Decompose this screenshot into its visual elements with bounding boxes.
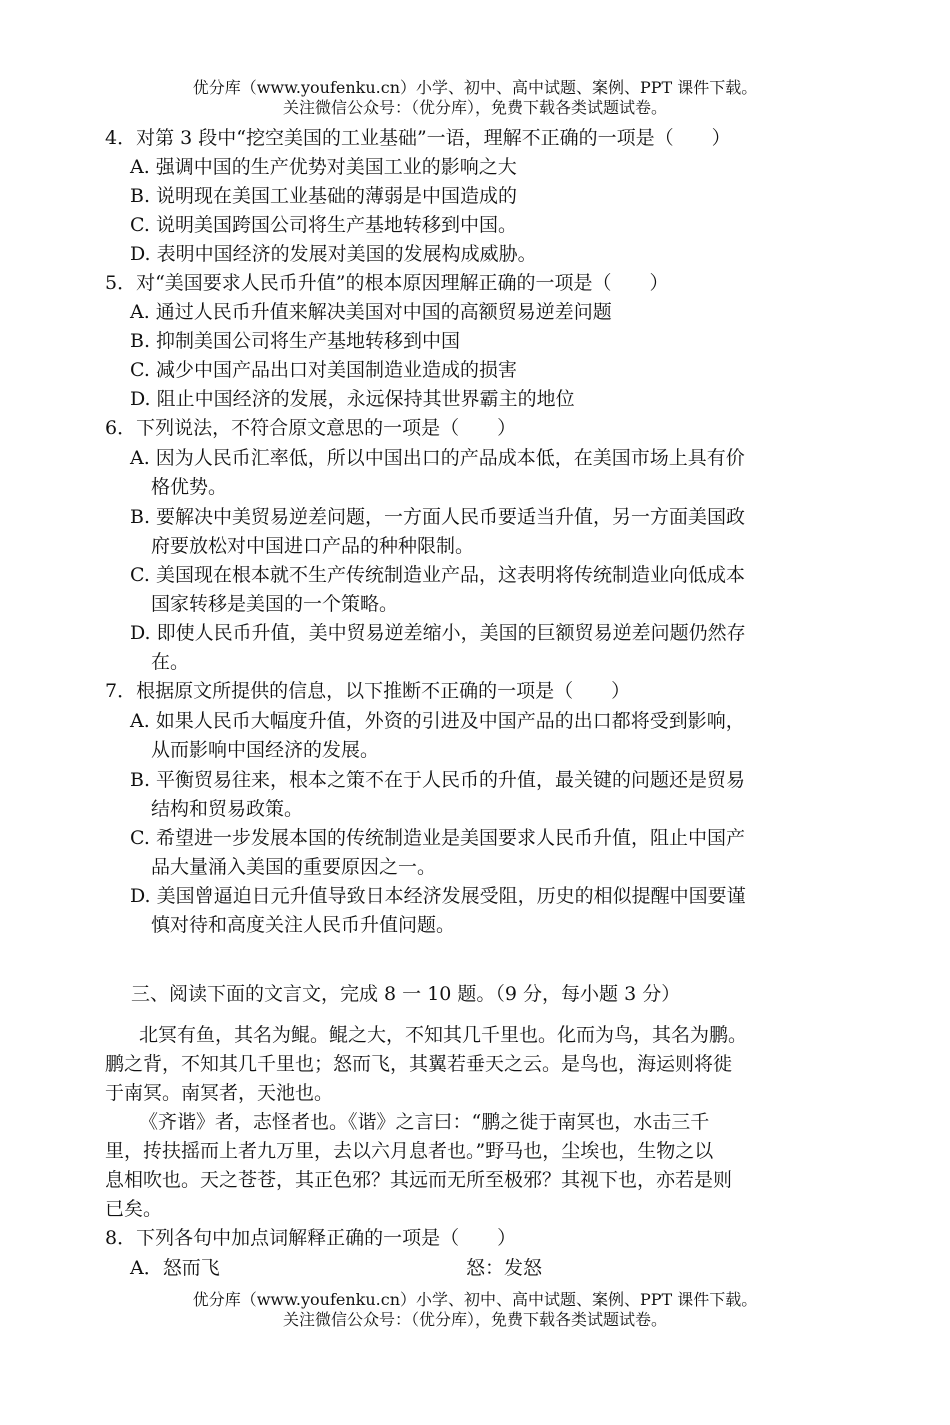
header-line-1: 优分库（www.youfenku.cn）小学、初中、高中试题、案例、PPT 课件下载。 [192, 78, 758, 97]
passage-p2-line-3: 息相吹也。天之苍苍，其正色邪？其远而无所至极邪？其视下也，亦若是则 [105, 1169, 733, 1191]
q4-option-d: D. 表明中国经济的发展对美国的发展构成威胁。 [130, 243, 537, 265]
q5-stem: 5．对“美国要求人民币升值”的根本原因理解正确的一项是（ ） [105, 272, 669, 294]
q8-option-a [130, 1254, 220, 1282]
q6-option-b: B. 要解决中美贸易逆差问题，一方面人民币要适当升值，另一方面美国政 [130, 506, 746, 528]
q7-option-a: A. 如果人民币大幅度升值，外资的引进及中国产品的出口都将受到影响， [130, 710, 745, 732]
q8-stem: 8．下列各句中加点词解释正确的一项是（ ） [105, 1227, 517, 1249]
passage-p2-line-1: 《齐谐》者，志怪者也。《谐》之言曰：“鹏之徙于南冥也，水击三千 [139, 1111, 710, 1133]
q4-stem: 4．对第 3 段中“挖空美国的工业基础”一语，理解不正确的一项是（ ） [105, 127, 731, 149]
q7-option-b: B. 平衡贸易往来，根本之策不在于人民币的升值，最关键的问题还是贸易 [130, 769, 746, 791]
q5-option-c: C. 减少中国产品出口对美国制造业造成的损害 [130, 359, 517, 381]
passage-p2-line-4: 已矣。 [105, 1198, 163, 1220]
passage-p2-line-2: 里，抟扶摇而上者九万里，去以六月息者也。”野马也，尘埃也，生物之以 [105, 1140, 714, 1162]
page-footer [0, 1290, 950, 1330]
q5-option-a: A. 通过人民币升值来解决美国对中国的高额贸易逆差问题 [130, 301, 612, 323]
q4-option-c: C. 说明美国跨国公司将生产基地转移到中国。 [130, 214, 517, 236]
passage-p1-line-3: 于南冥。南冥者，天池也。 [105, 1082, 334, 1104]
q4-option-a: A. 强调中国的生产优势对美国工业的影响之大 [130, 156, 517, 178]
footer-line-1: 优分库（www.youfenku.cn）小学、初中、高中试题、案例、PPT 课件下载。 [192, 1290, 758, 1309]
q6-option-a-cont: 格优势。 [151, 476, 228, 498]
page-header [0, 78, 950, 118]
q6-option-b-cont: 府要放松对中国进口产品的种种限制。 [151, 535, 475, 557]
q7-option-c: C. 希望进一步发展本国的传统制造业是美国要求人民币升值，阻止中国产 [130, 827, 745, 849]
q8-option-a-gloss: 怒：发怒 [466, 1257, 543, 1279]
q6-stem: 6．下列说法，不符合原文意思的一项是（ ） [105, 417, 517, 439]
q7-option-a-cont: 从而影响中国经济的发展。 [151, 739, 380, 761]
q6-option-d: D. 即使人民币升值，美中贸易逆差缩小，美国的巨额贸易逆差问题仍然存 [130, 622, 746, 644]
footer-line-2: 关注微信公众号：（优分库），免费下载各类试题试卷。 [282, 1310, 667, 1329]
q7-option-b-cont: 结构和贸易政策。 [151, 798, 304, 820]
section-3-title: 三、阅读下面的文言文，完成 8 一 10 题。（9 分，每小题 3 分） [131, 983, 681, 1005]
passage-p1-line-1: 北冥有鱼，其名为鲲。鲲之大，不知其几千里也。化而为鸟，其名为鹏。 [139, 1024, 748, 1046]
header-line-2: 关注微信公众号：（优分库），免费下载各类试题试卷。 [282, 98, 667, 117]
q6-option-a: A. 因为人民币汇率低，所以中国出口的产品成本低，在美国市场上具有价 [130, 447, 745, 469]
q8-option-a-text: A．怒而飞 [130, 1257, 220, 1279]
q7-option-d-cont: 慎对待和高度关注人民币升值问题。 [151, 914, 456, 936]
q6-option-c-cont: 国家转移是美国的一个策略。 [151, 593, 399, 615]
q7-option-c-cont: 品大量涌入美国的重要原因之一。 [151, 856, 437, 878]
passage-p1-line-2: 鹏之背，不知其几千里也；怒而飞，其翼若垂天之云。是鸟也，海运则将徙 [105, 1053, 733, 1075]
q5-option-d: D. 阻止中国经济的发展，永远保持其世界霸主的地位 [130, 388, 575, 410]
q7-stem: 7．根据原文所提供的信息，以下推断不正确的一项是（ ） [105, 680, 631, 702]
q7-option-d: D. 美国曾逼迫日元升值导致日本经济发展受阻，历史的相似提醒中国要谨 [130, 885, 746, 907]
q6-option-c: C. 美国现在根本就不生产传统制造业产品，这表明将传统制造业向低成本 [130, 564, 745, 586]
q6-option-d-cont: 在。 [151, 651, 190, 673]
q4-option-b: B. 说明现在美国工业基础的薄弱是中国造成的 [130, 185, 518, 207]
q5-option-b: B. 抑制美国公司将生产基地转移到中国 [130, 330, 461, 352]
